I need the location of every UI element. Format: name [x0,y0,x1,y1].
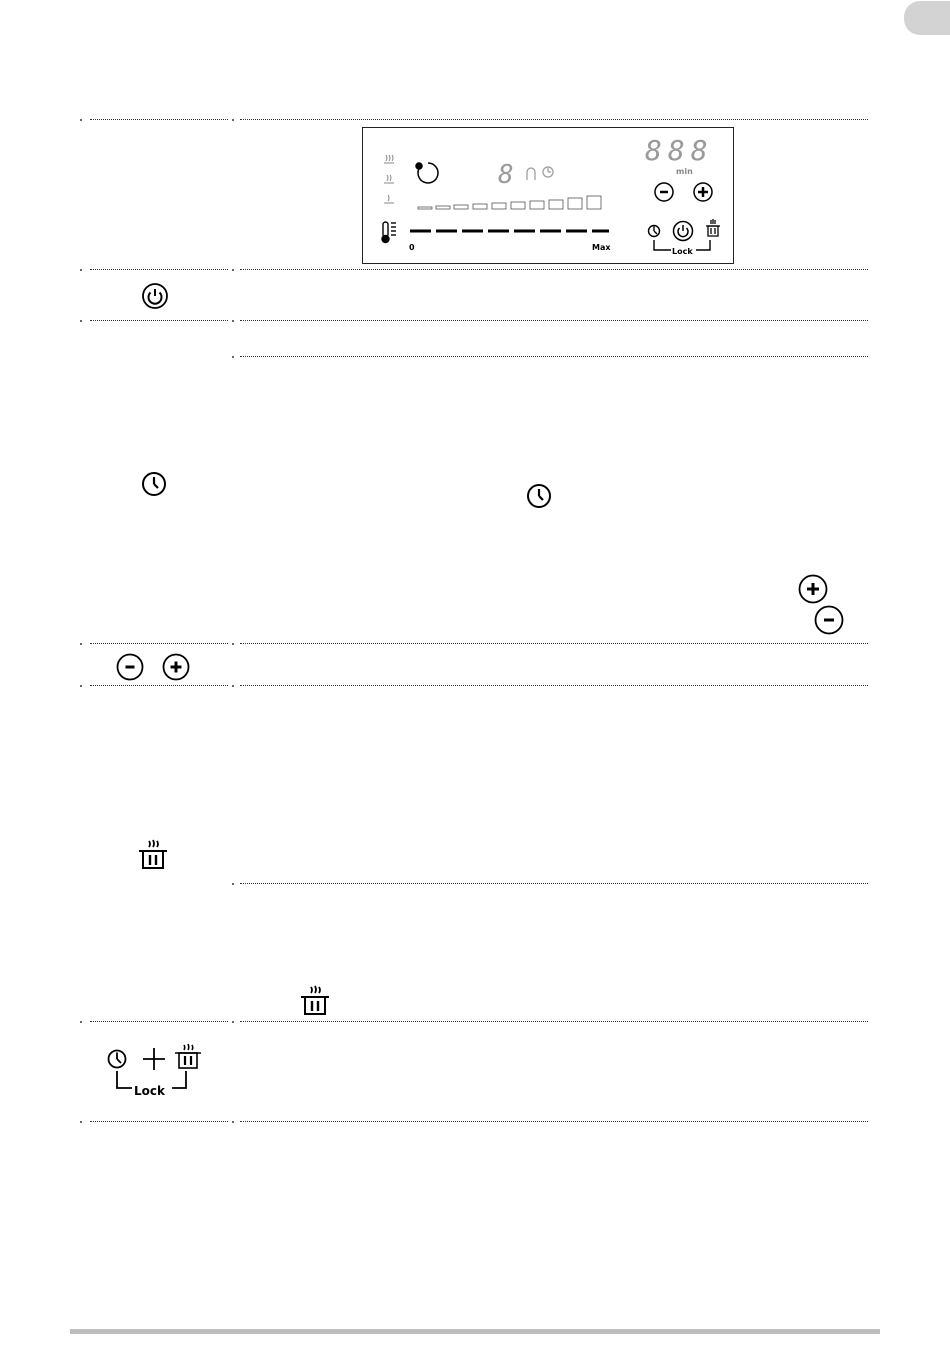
control-panel-diagram [362,127,734,264]
lock-label: Lock [672,247,693,256]
slider-min-label: 0 [409,243,415,252]
thermometer-icon [382,222,396,243]
lock-pot-icon [175,1044,201,1068]
minus-icon-inline [813,604,845,636]
slider-max-label: Max [592,243,611,252]
power-icon [141,282,169,310]
plus-icon-inline [797,573,829,605]
panel-power-icon [674,222,693,241]
single-digit-display: 8 [498,160,514,190]
page-tab [904,1,950,35]
timer-digits-display: 888 [645,134,714,167]
heat-level-icon [384,155,394,203]
timer-icon-inline [525,482,553,510]
timer-unit-label: min [676,167,693,176]
panel-pot-icon [706,219,720,236]
pot-icon [137,838,169,872]
footer-bar [70,1329,880,1334]
booster-icon [416,163,438,183]
panel-minus-icon [655,183,673,201]
arch-icon [527,168,535,180]
lock-plus-sign [143,1048,165,1070]
lock-label-large: Lock [134,1084,165,1098]
power-level-bars [418,196,601,209]
lock-timer-icon [109,1051,126,1068]
panel-timer-icon [649,226,660,237]
small-timer-icon [543,167,553,177]
pot-icon-inline [299,984,331,1018]
plus-icon [161,652,191,682]
timer-icon [140,470,168,498]
minus-icon [115,652,145,682]
panel-plus-icon [694,183,712,201]
